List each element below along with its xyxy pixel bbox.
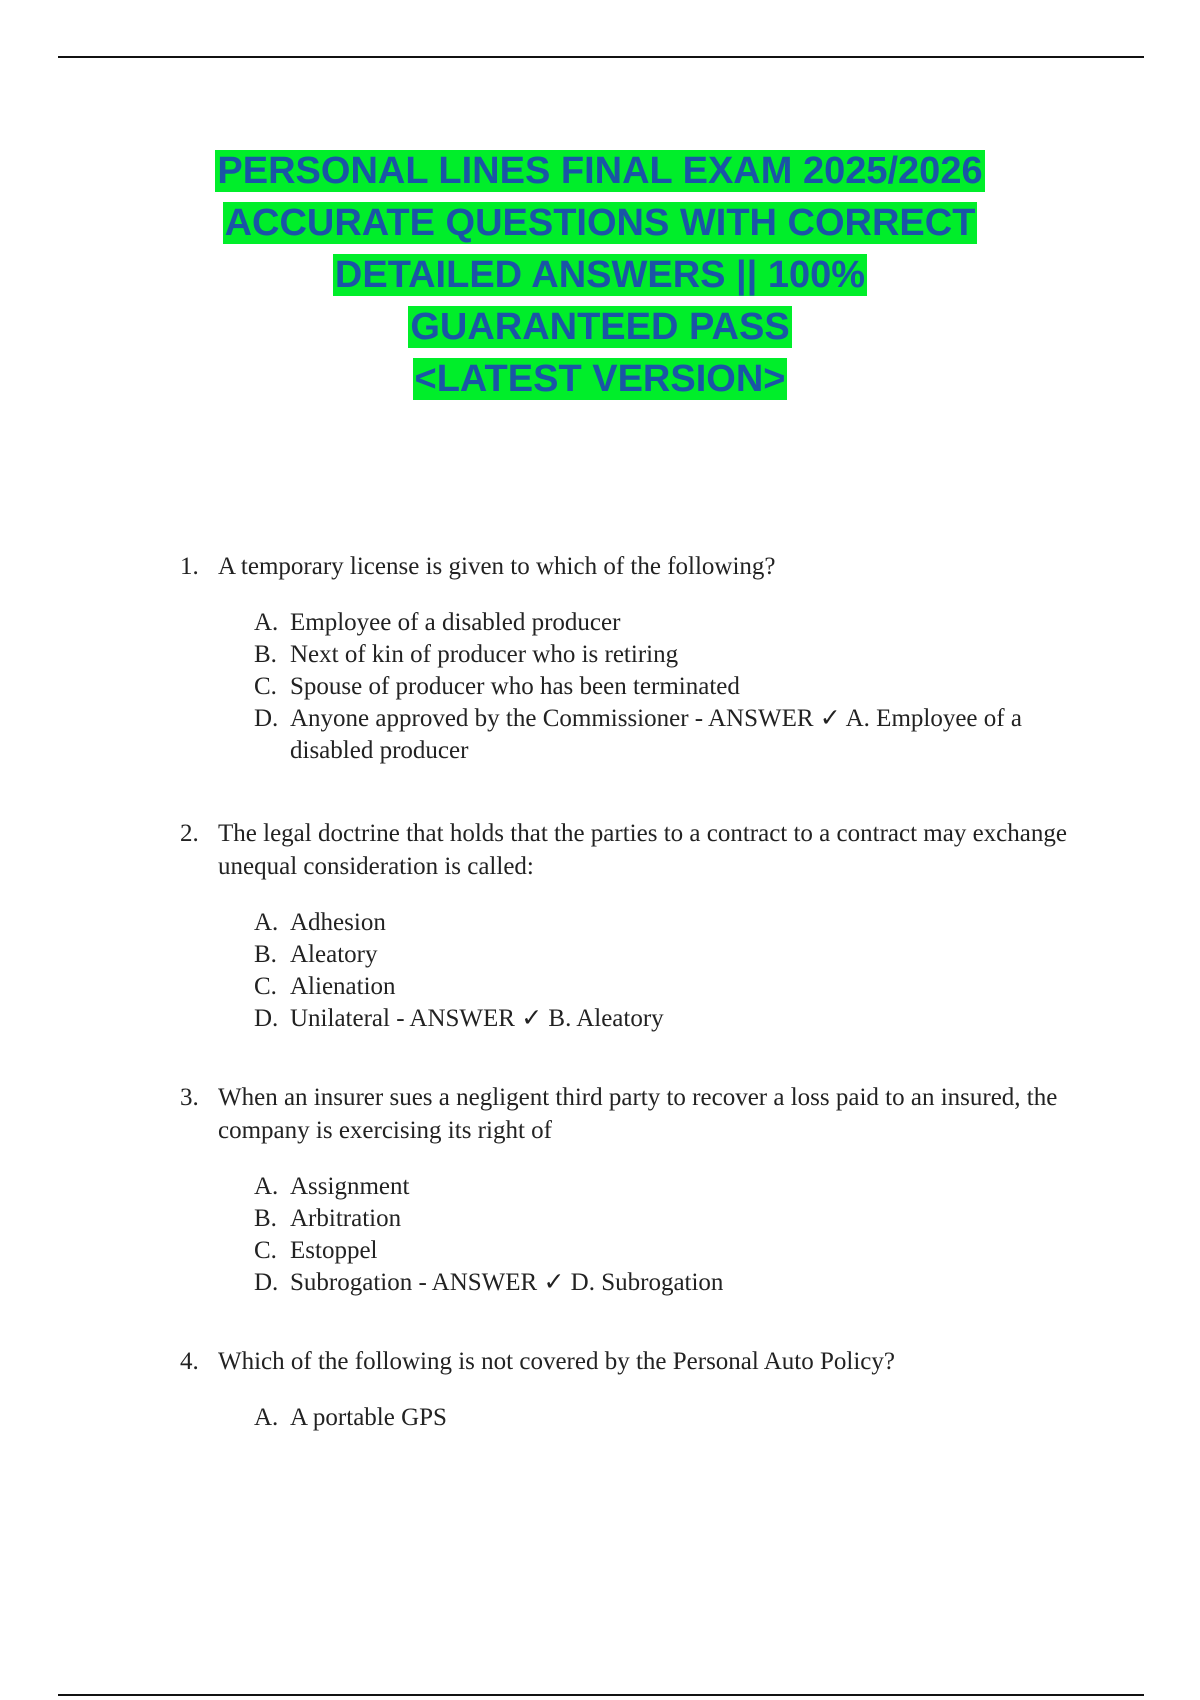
document-title: [100, 145, 1100, 405]
option-d-answer: D. Subrogation - ANSWER ✓ D. Subrogation: [254, 1269, 724, 1296]
question-number: 2.: [180, 820, 199, 847]
option-d-answer: D. Unilateral - ANSWER ✓ B. Aleatory: [254, 1005, 664, 1032]
title-line: PERSONAL LINES FINAL EXAM 2025/2026: [217, 150, 983, 192]
option-b: B. Arbitration: [254, 1205, 402, 1232]
option-a: A. Adhesion: [254, 909, 386, 936]
question-2: [180, 817, 1080, 1035]
option-a: A. A portable GPS: [254, 1404, 447, 1431]
question-4: [180, 1345, 1080, 1434]
option-b: B. Next of kin of producer who is retiring: [254, 641, 679, 668]
options-list: [254, 907, 1080, 1035]
option-b: B. Aleatory: [254, 941, 378, 968]
question-1: [180, 550, 1080, 767]
option-d-answer: D. Anyone approved by the Commissioner - ANSWER ✓ A. Employee of a disabled producer: [254, 705, 1022, 764]
title-line: <LATEST VERSION>: [414, 358, 786, 400]
question-number: 1.: [180, 553, 199, 580]
title-line: GUARANTEED PASS: [410, 306, 790, 348]
question-3: [180, 1081, 1080, 1299]
option-c: C. Estoppel: [254, 1237, 378, 1264]
top-rule: [58, 56, 1144, 58]
question-number: 4.: [180, 1348, 199, 1375]
option-c: C. Alienation: [254, 973, 396, 1000]
options-list: [254, 1402, 1080, 1434]
option-a: A. Assignment: [254, 1173, 410, 1200]
question-text: When an insurer sues a negligent third party to recover a loss paid to an insured, the company is exercising its right of: [218, 1084, 1058, 1144]
title-line: DETAILED ANSWERS || 100%: [334, 254, 866, 296]
options-list: [254, 607, 1080, 767]
question-text: A temporary license is given to which of the following?: [218, 553, 776, 580]
question-text: The legal doctrine that holds that the parties to a contract to a contract may exchange unequal consideration is called:: [218, 820, 1067, 880]
title-line: ACCURATE QUESTIONS WITH CORRECT: [224, 202, 976, 244]
option-a: A. Employee of a disabled producer: [254, 609, 621, 636]
question-text: Which of the following is not covered by the Personal Auto Policy?: [218, 1348, 895, 1375]
question-number: 3.: [180, 1084, 199, 1111]
option-c: C. Spouse of producer who has been terminated: [254, 673, 740, 700]
options-list: [254, 1171, 1080, 1299]
bottom-rule: [58, 1694, 1144, 1696]
